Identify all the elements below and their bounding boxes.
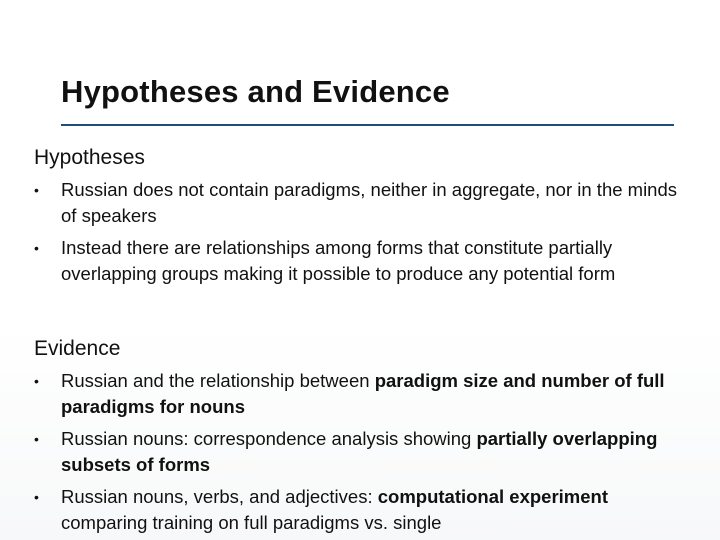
list-item: [34, 235, 694, 287]
bullet-text: Instead there are relationships among forms that constitute partially overlapping groups making it possible to produce any potential form: [61, 237, 616, 284]
bullet-glyph: •: [34, 240, 39, 256]
list-item: [34, 368, 694, 420]
list-item: [34, 177, 694, 229]
bullet-text: Russian does not contain paradigms, neither in aggregate, nor in the minds of speakers: [61, 179, 678, 226]
bullet-glyph: •: [34, 489, 39, 505]
bullet-glyph: •: [34, 182, 39, 198]
list-item: [34, 484, 694, 536]
list-item: [34, 426, 694, 478]
bullet-glyph: •: [34, 373, 39, 389]
bullet-glyph: •: [34, 431, 39, 447]
hypotheses-list: [34, 177, 694, 293]
title-underline: [61, 124, 674, 126]
slide-title: Hypotheses and Evidence: [61, 74, 450, 109]
bullet-text-bold: computational experiment: [377, 486, 608, 507]
hypotheses-heading: Hypotheses: [34, 146, 145, 169]
bullet-text-plain: Russian nouns, verbs, and adjectives:: [61, 486, 378, 507]
bullet-text-bold: paradigm size and number of full paradigms for nouns: [61, 370, 665, 417]
bullet-text-plain: Russian and the relationship between: [61, 370, 375, 391]
bullet-text-plain: comparing training on full paradigms vs. single: [61, 512, 442, 533]
bullet-text-plain: Russian nouns: correspondence analysis showing: [61, 428, 477, 449]
bullet-text-bold: partially overlapping subsets of forms: [61, 428, 658, 475]
evidence-heading: Evidence: [34, 337, 121, 360]
evidence-list: [34, 368, 694, 540]
